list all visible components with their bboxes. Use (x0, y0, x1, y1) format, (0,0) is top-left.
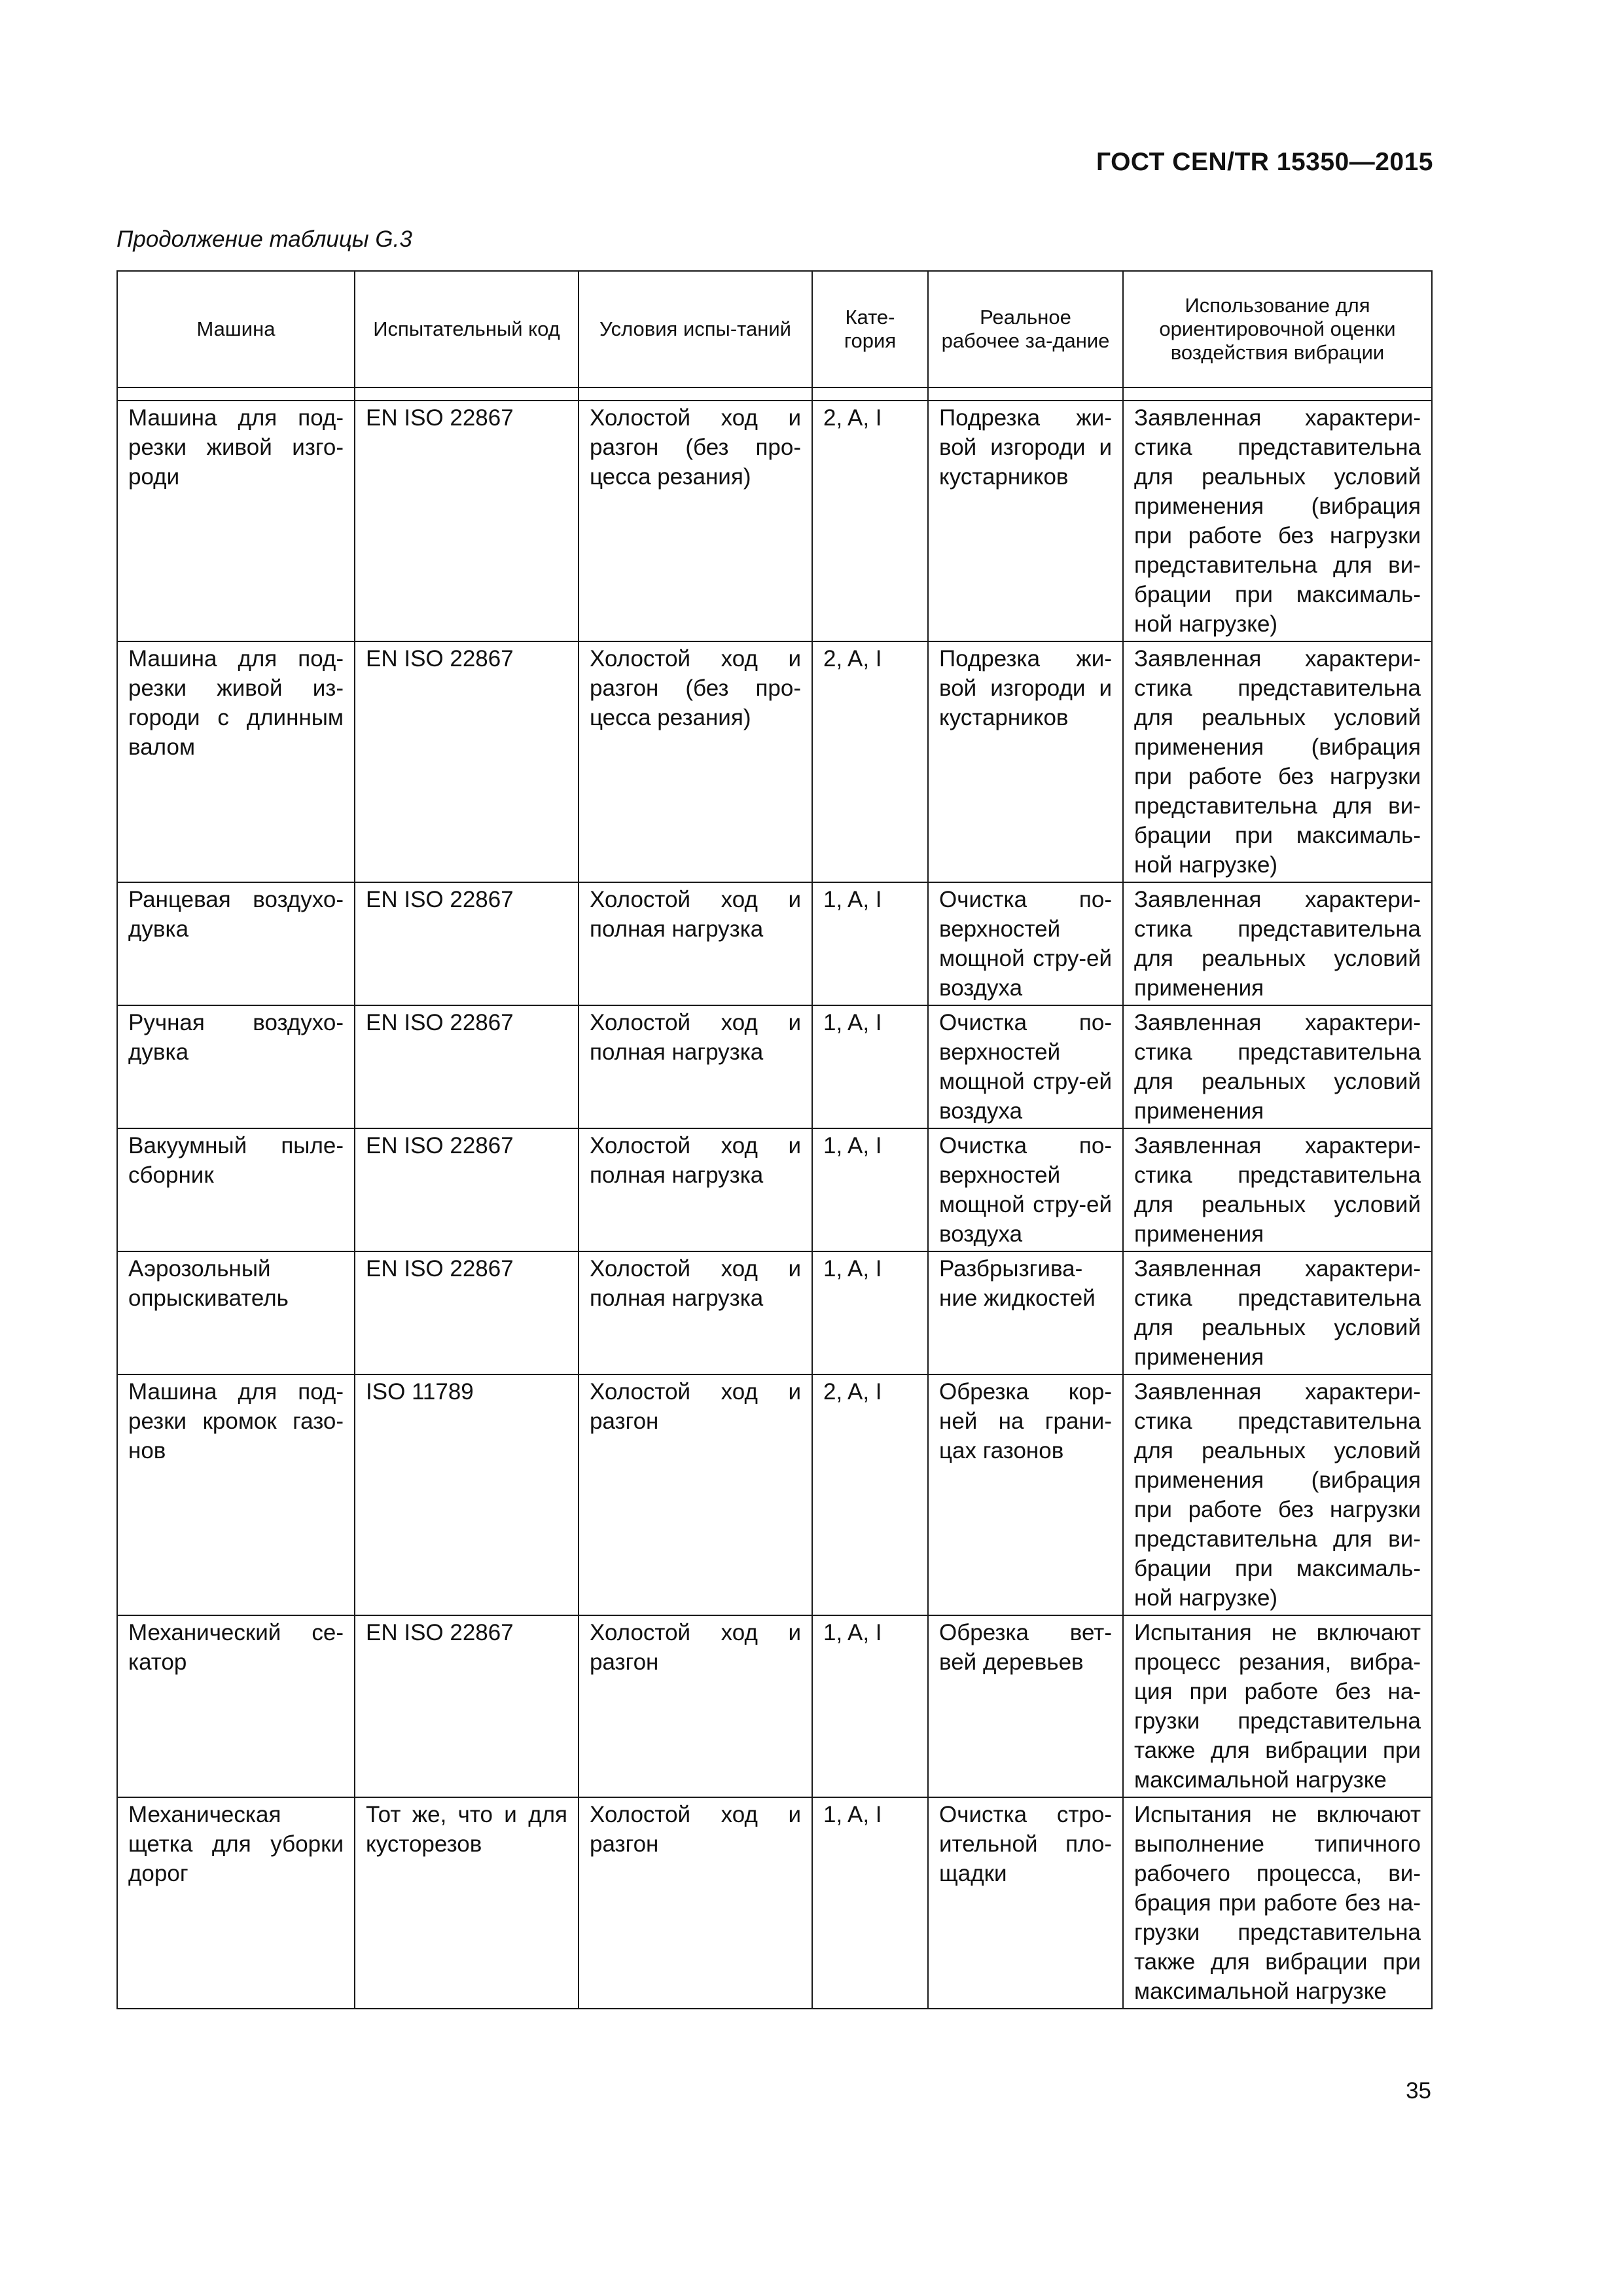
cell-conditions: Холостой ход и полная нагрузка (579, 1251, 812, 1374)
cell-machine: Ранцевая воздухо-дувка (117, 882, 355, 1005)
cell-usage: Заявленная характери-стика представительна для реальных условий применения (1123, 882, 1432, 1005)
cell-conditions: Холостой ход и разгон (579, 1615, 812, 1797)
cell-task: Очистка стро-ительной пло-щадки (928, 1797, 1123, 2009)
cell-task: Очистка по-верхностей мощной стру-ей воздуха (928, 882, 1123, 1005)
cell-conditions: Холостой ход и полная нагрузка (579, 1005, 812, 1128)
cell-test-code: ISO 11789 (355, 1374, 579, 1615)
cell-task: Подрезка жи-вой изгороди и кустарников (928, 401, 1123, 641)
header-separator-row (117, 387, 1432, 401)
table-row (117, 1374, 1432, 1615)
cell-test-code: EN ISO 22867 (355, 401, 579, 641)
cell-conditions: Холостой ход и полная нагрузка (579, 1128, 812, 1251)
cell-conditions: Холостой ход и разгон (579, 1797, 812, 2009)
cell-test-code: EN ISO 22867 (355, 882, 579, 1005)
column-header-category: Кате-гория (812, 271, 928, 387)
cell-category: 1, A, I (812, 1615, 928, 1797)
column-header-task: Реальное рабочее за-дание (928, 271, 1123, 387)
table-row (117, 1797, 1432, 2009)
cell-usage: Заявленная характери-стика представительна для реальных условий применения (вибрация при работе без нагрузки представительна для ви-брации при максималь-ной нагрузке) (1123, 1374, 1432, 1615)
cell-usage: Заявленная характери-стика представительна для реальных условий применения (1123, 1005, 1432, 1128)
cell-category: 1, A, I (812, 1797, 928, 2009)
table-row (117, 401, 1432, 641)
column-header-machine: Машина (117, 271, 355, 387)
cell-task: Разбрызгива-ние жидкостей (928, 1251, 1123, 1374)
table-row (117, 1615, 1432, 1797)
column-header-conditions: Условия испы-таний (579, 271, 812, 387)
cell-test-code: Тот же, что и для кусторезов (355, 1797, 579, 2009)
cell-conditions: Холостой ход и полная нагрузка (579, 882, 812, 1005)
table-row (117, 1128, 1432, 1251)
cell-usage: Заявленная характери-стика представительна для реальных условий применения (1123, 1251, 1432, 1374)
cell-machine: Ручная воздухо-дувка (117, 1005, 355, 1128)
cell-category: 1, A, I (812, 1128, 928, 1251)
cell-usage: Заявленная характери-стика представительна для реальных условий применения (1123, 1128, 1432, 1251)
cell-task: Обрезка вет-вей деревьев (928, 1615, 1123, 1797)
cell-machine: Машина для под-резки живой изго-роди (117, 401, 355, 641)
cell-conditions: Холостой ход и разгон (579, 1374, 812, 1615)
cell-category: 1, A, I (812, 1251, 928, 1374)
vibration-table (116, 270, 1433, 2009)
cell-task: Подрезка жи-вой изгороди и кустарников (928, 641, 1123, 882)
cell-conditions: Холостой ход и разгон (без про-цесса резания) (579, 401, 812, 641)
cell-test-code: EN ISO 22867 (355, 641, 579, 882)
table-row (117, 1251, 1432, 1374)
cell-machine: Машина для под-резки кромок газо-нов (117, 1374, 355, 1615)
cell-test-code: EN ISO 22867 (355, 1128, 579, 1251)
cell-task: Обрезка кор-ней на грани-цах газонов (928, 1374, 1123, 1615)
table-row (117, 641, 1432, 882)
cell-task: Очистка по-верхностей мощной стру-ей воздуха (928, 1128, 1123, 1251)
cell-usage: Заявленная характери-стика представительна для реальных условий применения (вибрация при работе без нагрузки представительна для ви-брации при максималь-ной нагрузке) (1123, 401, 1432, 641)
cell-conditions: Холостой ход и разгон (без про-цесса резания) (579, 641, 812, 882)
cell-category: 2, A, I (812, 401, 928, 641)
cell-usage: Заявленная характери-стика представительна для реальных условий применения (вибрация при работе без нагрузки представительна для ви-брации при максималь-ной нагрузке) (1123, 641, 1432, 882)
cell-test-code: EN ISO 22867 (355, 1615, 579, 1797)
cell-machine: Аэрозольный опрыскиватель (117, 1251, 355, 1374)
table-row (117, 1005, 1432, 1128)
cell-machine: Машина для под-резки живой из-городи с длинным валом (117, 641, 355, 882)
table-caption: Продолжение таблицы G.3 (116, 226, 412, 252)
cell-category: 2, A, I (812, 1374, 928, 1615)
cell-task: Очистка по-верхностей мощной стру-ей воздуха (928, 1005, 1123, 1128)
cell-test-code: EN ISO 22867 (355, 1005, 579, 1128)
table-header-row (117, 271, 1432, 387)
cell-usage: Испытания не включают выполнение типичного рабочего процесса, ви-брация при работе без на-грузки представительна также для вибрации при максимальной нагрузке (1123, 1797, 1432, 2009)
cell-machine: Вакуумный пыле-сборник (117, 1128, 355, 1251)
cell-category: 2, A, I (812, 641, 928, 882)
cell-machine: Механическая щетка для уборки дорог (117, 1797, 355, 2009)
cell-usage: Испытания не включают процесс резания, вибра-ция при работе без на-грузки представительна также для вибрации при максимальной нагрузке (1123, 1615, 1432, 1797)
cell-test-code: EN ISO 22867 (355, 1251, 579, 1374)
column-header-test-code: Испытательный код (355, 271, 579, 387)
page-number: 35 (1406, 2078, 1431, 2104)
document-code: ГОСТ CEN/TR 15350—2015 (1096, 148, 1433, 176)
column-header-usage: Использование для ориентировочной оценки воздействия вибрации (1123, 271, 1432, 387)
cell-category: 1, A, I (812, 1005, 928, 1128)
table-row (117, 882, 1432, 1005)
cell-machine: Механический се-катор (117, 1615, 355, 1797)
cell-category: 1, A, I (812, 882, 928, 1005)
